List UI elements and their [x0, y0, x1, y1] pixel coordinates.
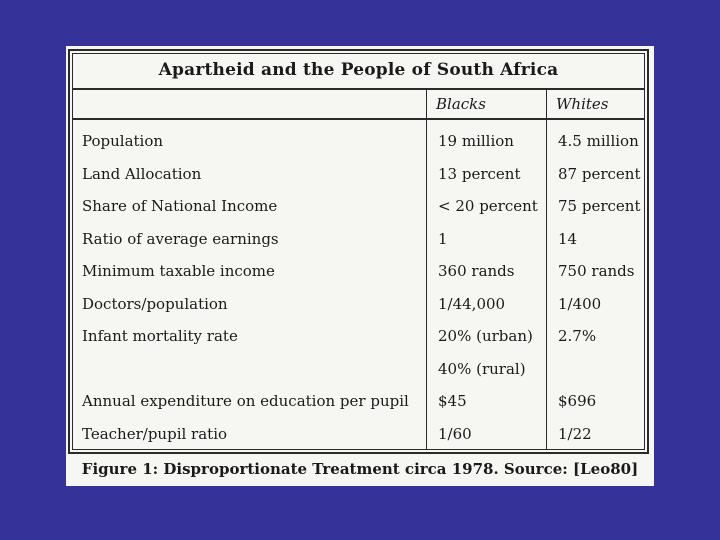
- whites-value: 75 percent: [558, 197, 641, 215]
- blacks-value: 40% (rural): [438, 359, 526, 378]
- figure: [66, 46, 654, 486]
- row-label: Teacher/pupil ratio: [82, 424, 228, 443]
- data-table: [68, 49, 649, 454]
- row-label: Land Allocation: [82, 164, 202, 183]
- whites-value: 14: [558, 229, 578, 248]
- whites-value: $696: [558, 392, 597, 410]
- row-label: Doctors/population: [82, 294, 228, 313]
- blacks-value: $45: [438, 392, 467, 410]
- blacks-value: 360 rands: [438, 262, 515, 280]
- blacks-value: < 20 percent: [438, 197, 538, 215]
- whites-value: 87 percent: [558, 164, 641, 183]
- blacks-value: 1/44,000: [438, 294, 506, 313]
- column-header-whites: Whites: [556, 95, 609, 113]
- row-label: Infant mortality rate: [82, 327, 238, 345]
- title-divider: [73, 88, 644, 90]
- whites-value: 2.7%: [558, 327, 597, 345]
- row-label: Ratio of average earnings: [82, 229, 279, 248]
- table-row: [70, 125, 647, 157]
- blacks-value: 20% (urban): [438, 327, 533, 345]
- figure-caption: Figure 1: Disproportionate Treatment circa 1978. Source: [Leo80]: [81, 460, 639, 478]
- table-row: [70, 223, 647, 255]
- table-row: [70, 158, 647, 190]
- whites-value: 4.5 million: [558, 132, 639, 150]
- header-divider: [73, 118, 644, 120]
- table-row: [70, 255, 647, 287]
- whites-value: 750 rands: [558, 262, 635, 280]
- table-row: [70, 418, 647, 450]
- row-label: Annual expenditure on education per pupil: [82, 392, 409, 410]
- column-header-blacks: Blacks: [436, 95, 486, 113]
- table-row: [70, 288, 647, 320]
- row-label: Population: [82, 132, 164, 150]
- blacks-value: 1/60: [438, 424, 472, 443]
- table-row: [70, 320, 647, 352]
- table-row: [70, 353, 647, 385]
- row-label: Share of National Income: [82, 197, 278, 215]
- table-row: [70, 385, 647, 417]
- blacks-value: 13 percent: [438, 164, 521, 183]
- whites-value: 1/22: [558, 424, 592, 443]
- blacks-value: 19 million: [438, 132, 514, 150]
- table-row: [70, 190, 647, 222]
- row-label: Minimum taxable income: [82, 262, 275, 280]
- blacks-value: 1: [438, 229, 448, 248]
- whites-value: 1/400: [558, 294, 602, 313]
- table-title: Apartheid and the People of South Africa: [158, 60, 559, 80]
